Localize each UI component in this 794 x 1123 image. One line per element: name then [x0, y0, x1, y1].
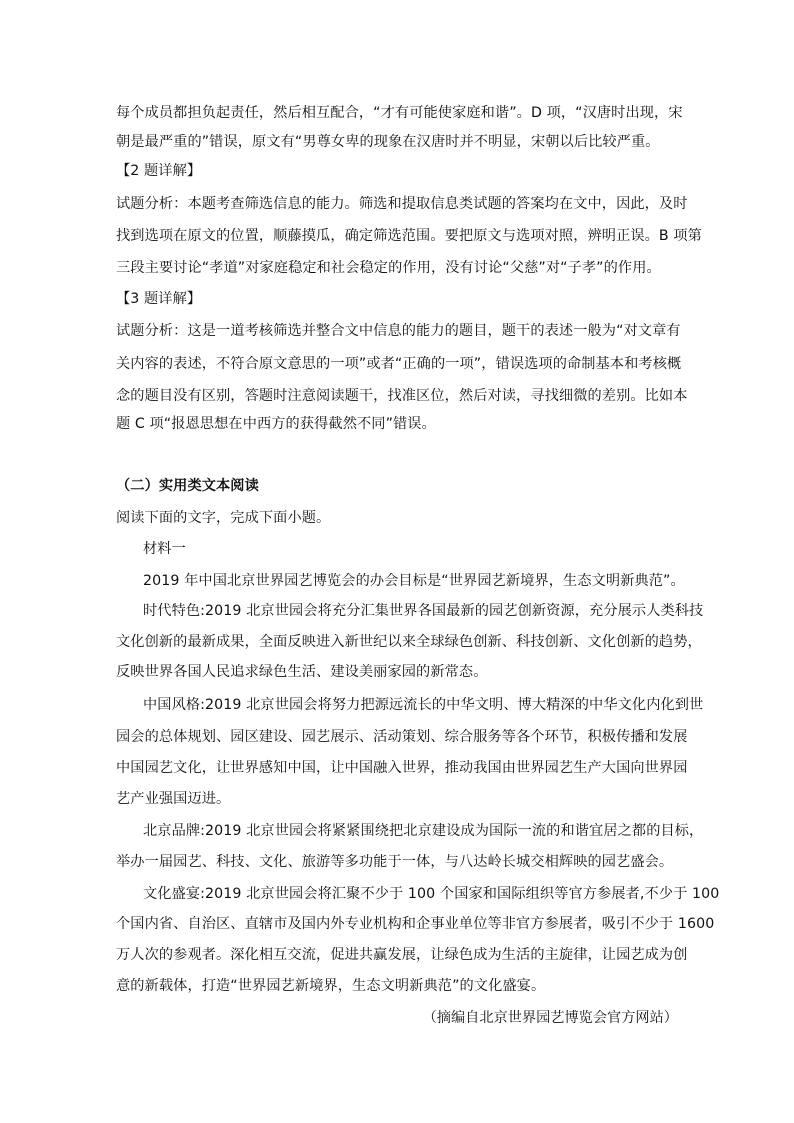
- q2-heading: 【2 题详解】: [116, 163, 202, 179]
- q2-line-3: 三段主要讨论“孝道”对家庭稳定和社会稳定的作用，没有讨论“父慈”对“子孝”的作用。: [116, 260, 661, 276]
- para-era-line-3: 反映世界各国人民追求绿色生活、建设美丽家园的新常态。: [116, 664, 488, 680]
- q3-heading: 【3 题详解】: [116, 291, 202, 307]
- q3-line-4: 题 C 项“报恩思想在中西方的获得截然不同”错误。: [116, 416, 436, 432]
- para-china-line-2: 园会的总体规划、园区建设、园艺展示、活动策划、综合服务等各个环节，积极传播和发展: [116, 729, 688, 745]
- para-beijing-line-1: 北京品牌:2019 北京世园会将紧紧围绕把北京建设成为国际一流的和谐宜居之都的目标，: [143, 823, 704, 839]
- para-era-line-2: 文化创新的最新成果，全面反映进入新世纪以来全球绿色创新、科技创新、文化创新的趋势，: [116, 634, 702, 650]
- q3-line-2: 关内容的表述，不符合原文意思的一项”或者“正确的一项”，错误选项的命制基本和考核概: [116, 356, 682, 372]
- para-culture-line-3: 万人次的参观者。深化相互交流，促进共赢发展，让绿色成为生活的主旋律，让园艺成为创: [116, 947, 688, 963]
- q2-line-2: 找到选项在原文的位置，顺藤摸瓜，确定筛选范围。要把原文与选项对照，辨明正误。B 项第: [116, 228, 702, 244]
- q3-line-3: 念的题目没有区别，答题时注意阅读题干，找准区位，然后对读，寻找细微的差别。比如本: [116, 388, 688, 404]
- para-china-line-1: 中国风格:2019 北京世园会将努力把源远流长的中华文明、博大精深的中华文化内化到世: [143, 697, 704, 713]
- section-title: （二）实用类文本阅读: [116, 478, 259, 494]
- para-culture-line-2: 个国内省、自治区、直辖市及国内外专业机构和企事业单位等非官方参展者，吸引不少于 1600: [116, 916, 715, 932]
- q2-line-1: 试题分析：本题考查筛选信息的能力。筛选和提取信息类试题的答案均在文中，因此，及时: [116, 196, 688, 212]
- para-china-line-4: 艺产业强国迈进。: [116, 791, 231, 807]
- answer-line-2: 朝是最严重的”错误，原文有“男尊女卑的现象在汉唐时并不明显，宋朝以后比较严重。: [116, 134, 660, 150]
- source-note: （摘编自北京世界园艺博览会官方网站）: [422, 1010, 678, 1026]
- para-culture-line-4: 意的新载体，打造“世界园艺新境界，生态文明新典范”的文化盛宴。: [116, 978, 546, 994]
- answer-line-1: 每个成员都担负起责任，然后相互配合，“才有可能使家庭和谐”。D 项，“汉唐时出现，宋: [116, 105, 683, 121]
- para-era-line-1: 时代特色:2019 北京世园会将充分汇集世界各国最新的园艺创新资源，充分展示人类科技: [143, 603, 704, 619]
- instruction: 阅读下面的文字，完成下面小题。: [116, 510, 331, 526]
- material-label: 材料一: [143, 541, 186, 557]
- para-goal: 2019 年中国北京世界园艺博览会的办会目标是“世界园艺新境界，生态文明新典范”。: [143, 573, 685, 589]
- para-culture-line-1: 文化盛宴:2019 北京世园会将汇聚不少于 100 个国家和国际组织等官方参展者,不少于 100: [143, 886, 720, 902]
- para-china-line-3: 中国园艺文化，让世界感知中国，让中国融入世界，推动我国由世界园艺生产大国向世界园: [116, 760, 688, 776]
- para-beijing-line-2: 举办一届园艺、科技、文化、旅游等多功能于一体，与八达岭长城交相辉映的园艺盛会。: [116, 854, 674, 870]
- q3-line-1: 试题分析：这是一道考核筛选并整合文中信息的能力的题目，题干的表述一般为“对文章有: [116, 323, 681, 339]
